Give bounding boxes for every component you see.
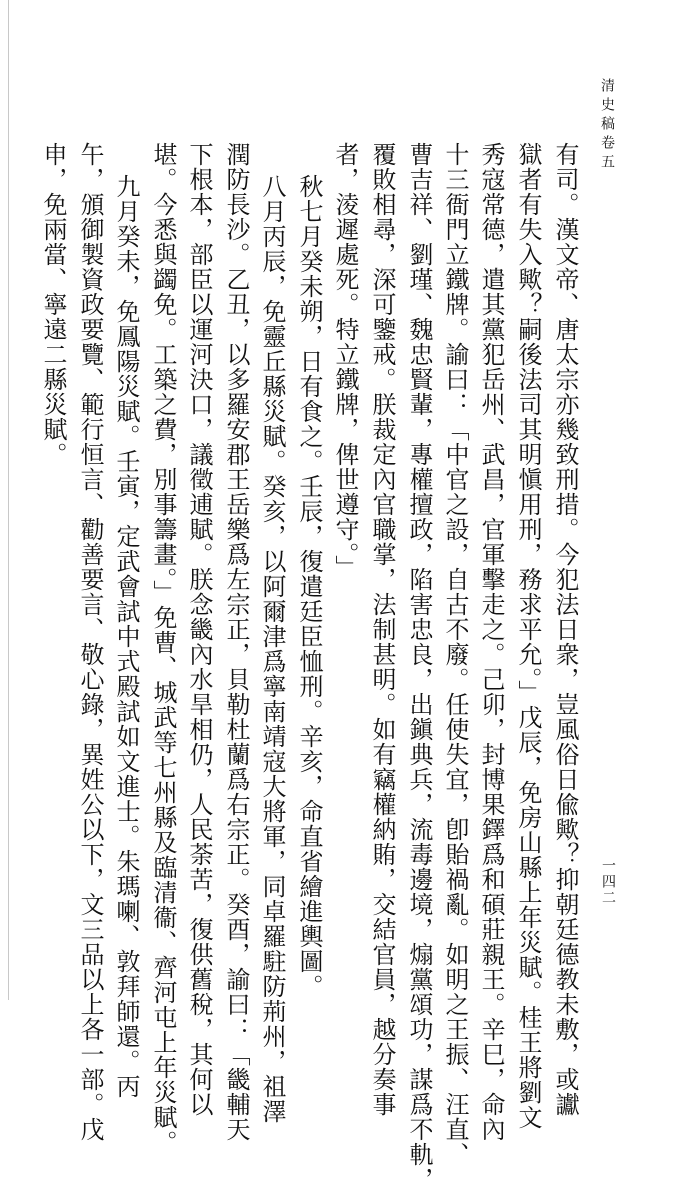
running-header-title: 清史稿卷五 (599, 78, 615, 173)
text-column: 獄者有失入歟？嗣後法司其明愼用刑，務求平允。」戊辰，免房山縣上年災賦。桂王將劉文 (514, 142, 542, 1130)
text-column: 潤防長沙。乙丑，以多羅安郡王岳樂爲左宗正，貝勒杜蘭爲右宗正。癸酉，諭曰：「畿輔天 (222, 142, 250, 1142)
text-column: 者，淩遲處死。特立鐵牌，俾世遵守。」 (331, 142, 359, 580)
text-column: 九月癸未，免鳳陽災賦。壬寅，定武會試中式殿試如文進士。朱瑪喇、敦拜師還。丙 (112, 174, 140, 1099)
text-column: 午，頒御製資政要覽、範行恒言、勸善要言、敬心錄，異姓公以下，文三品以上各一部。戊 (76, 142, 104, 1142)
text-column: 八月丙辰，免靈丘縣災賦。癸亥，以阿爾津爲寧南靖寇大將軍，同卓羅駐防荊州，祖澤 (258, 174, 286, 1124)
text-column: 堪。今悉與蠲免。工築之費，別事籌畫。」免曹、城武等七州縣及臨清衞、齊河屯上年災賦。 (149, 142, 177, 1155)
text-column: 秀寇常德，遣其黨犯岳州、武昌，官軍擊走之。己卯，封博果鐸爲和碩莊親王。辛巳，命內 (477, 142, 505, 1142)
text-column: 申，免兩當、寧遠二縣災賦。 (39, 142, 67, 467)
text-column: 曹吉祥、劉瑾、魏忠賢輩，專權擅政，陷害忠良，出鎭典兵，流毒邊境，煽黨頌功，謀爲不軌， (405, 142, 433, 1192)
text-column: 下根本，部臣以運河決口，議徵逋賦。朕念畿內水旱相仍，人民荼苦，復供舊稅，其何以 (185, 142, 213, 1117)
text-column: 有司。漢文帝、唐太宗亦幾致刑措。今犯法日衆，豈風俗日偸歟？抑朝廷德教未敷，或讞 (551, 142, 579, 1117)
page-number: 一四二 (600, 858, 616, 906)
text-column: 覆敗相尋，深可鑒戒。朕裁定內官職掌，法制甚明。如有竊權納賄，交結官員，越分奏事 (368, 142, 396, 1117)
page-edge-line (8, 0, 9, 1000)
text-column: 十三衙門立鐵牌。諭曰：「中官之設，自古不廢。任使失宜，卽貽禍亂。如明之王振、汪直、 (441, 142, 469, 1167)
text-column: 秋七月癸未朔，日有食之。壬辰，復遣廷臣恤刑。辛亥，命直省繪進輿圖。 (295, 174, 323, 999)
